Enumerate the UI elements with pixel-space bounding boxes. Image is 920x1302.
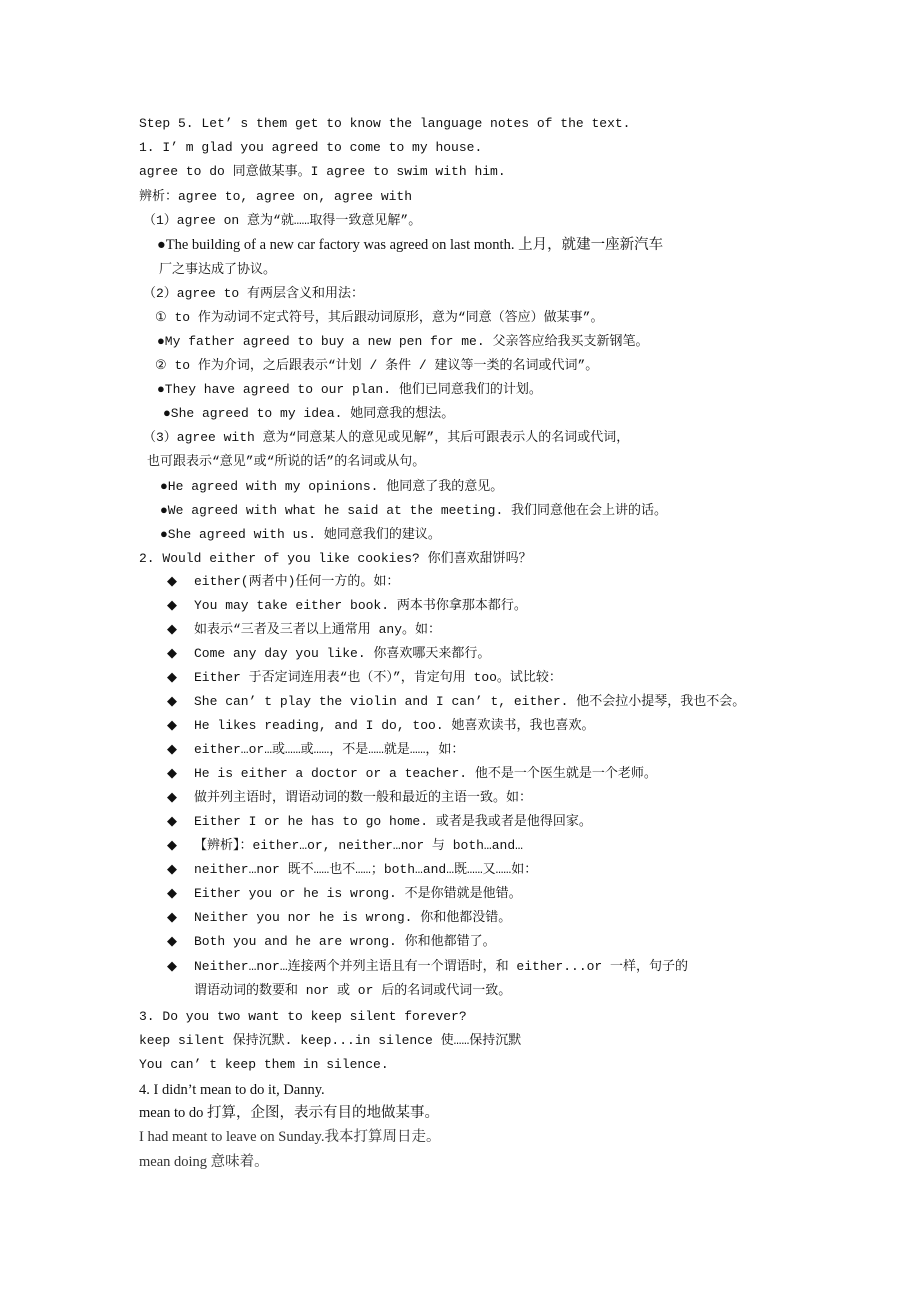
text-line	[167, 738, 464, 762]
text-line	[143, 282, 364, 306]
line-text: He is either a doctor or a teacher. 他不是一个医生就是一个老师。	[194, 766, 657, 781]
text-line	[139, 136, 482, 160]
line-text: ●He agreed with my opinions. 他同意了我的意见。	[160, 479, 504, 494]
text-line	[167, 930, 496, 954]
line-text: 也可跟表示“意见”或“所说的话”的名词或从句。	[147, 454, 426, 469]
text-line	[139, 185, 412, 209]
diamond-bullet-icon: ◆	[167, 622, 177, 637]
text-line	[143, 426, 629, 450]
text-line	[167, 955, 688, 979]
line-text: Either you or he is wrong. 不是你错就是他错。	[194, 886, 522, 901]
diamond-bullet-icon: ◆	[167, 766, 177, 781]
line-text: （1）agree on 意为“就……取得一致意见解”。	[143, 213, 422, 228]
text-line	[139, 160, 506, 184]
diamond-bullet-icon: ◆	[167, 862, 177, 877]
diamond-bullet-icon: ◆	[167, 574, 177, 589]
line-text: ●She agreed with us. 她同意我们的建议。	[160, 527, 441, 542]
text-line	[160, 523, 441, 547]
line-text: 1. I’ m glad you agreed to come to my house.	[139, 140, 483, 155]
text-line	[155, 306, 603, 330]
diamond-bullet-icon: ◆	[167, 790, 177, 805]
text-line	[167, 714, 594, 738]
text-line	[167, 666, 562, 690]
line-text: Step 5. Let’ s them get to know the language notes of the text.	[139, 116, 631, 131]
line-text: agree to do 同意做某事。I agree to swim with him.	[139, 164, 506, 179]
diamond-bullet-icon: ◆	[167, 670, 177, 685]
text-line	[167, 906, 511, 930]
text-line	[167, 858, 537, 882]
text-line	[157, 233, 663, 257]
text-line	[139, 1053, 389, 1077]
text-line	[167, 642, 490, 666]
text-line	[167, 762, 657, 786]
text-line	[143, 209, 421, 233]
line-text: Either 于否定词连用表“也（不）”，肯定句用 too。试比较：	[194, 670, 562, 685]
line-text: ●The building of a new car factory was agreed on last month. 上月，就建一座新汽车	[157, 237, 664, 253]
text-line	[157, 378, 542, 402]
line-text: （2）agree to 有两层含义和用法：	[143, 286, 365, 301]
text-line	[147, 450, 425, 474]
line-text: mean doing 意味着。	[139, 1154, 269, 1170]
line-text: neither…nor 既不……也不……；both…and…既……又……如：	[194, 862, 538, 877]
diamond-bullet-icon: ◆	[167, 910, 177, 925]
line-text: 谓语动词的数要和 nor 或 or 后的名词或代词一致。	[194, 983, 512, 998]
text-line	[160, 475, 503, 499]
diamond-bullet-icon: ◆	[167, 959, 177, 974]
diamond-bullet-icon: ◆	[167, 838, 177, 853]
text-line	[160, 499, 667, 523]
line-text: 辨析：agree to, agree on, agree with	[139, 189, 413, 204]
line-text: ●My father agreed to buy a new pen for me. 父亲答应给我买支新钢笔。	[157, 334, 649, 349]
line-text: ●They have agreed to our plan. 他们已同意我们的计划。	[157, 382, 542, 397]
line-text: She can’ t play the violin and I can’ t, either. 他不会拉小提琴，我也不会。	[194, 694, 746, 709]
line-text: 做并列主语时，谓语动词的数一般和最近的主语一致。如：	[194, 790, 533, 805]
diamond-bullet-icon: ◆	[167, 718, 177, 733]
text-line	[167, 834, 523, 858]
text-line	[139, 1005, 467, 1029]
line-text: ② to 作为介词，之后跟表示“计划 / 条件 / 建议等一类的名词或代词”。	[155, 358, 599, 373]
text-line	[167, 690, 745, 714]
line-text: 3. Do you two want to keep silent forever?	[139, 1009, 467, 1024]
text-line	[167, 618, 441, 642]
diamond-bullet-icon: ◆	[167, 694, 177, 709]
text-line	[139, 1078, 325, 1102]
text-line	[159, 258, 276, 282]
text-line	[157, 330, 648, 354]
line-text: 厂之事达成了协议。	[159, 262, 277, 277]
text-line	[167, 786, 532, 810]
line-text: ●We agreed with what he said at the meeting. 我们同意他在会上讲的话。	[160, 503, 668, 518]
diamond-bullet-icon: ◆	[167, 598, 177, 613]
text-line	[163, 402, 454, 426]
line-text: He likes reading, and I do, too. 她喜欢读书，我也喜欢。	[194, 718, 595, 733]
line-text: （3）agree with 意为“同意某人的意见或见解”，其后可跟表示人的名词或代词，	[143, 430, 630, 445]
line-text: 4. I didn’t mean to do it, Danny.	[139, 1082, 325, 1098]
line-text: Come any day you like. 你喜欢哪天来都行。	[194, 646, 491, 661]
line-text: ① to 作为动词不定式符号，其后跟动词原形，意为“同意（答应）做某事”。	[155, 310, 604, 325]
line-text: 2. Would either of you like cookies? 你们喜欢甜饼吗？	[139, 551, 532, 566]
diamond-bullet-icon: ◆	[167, 886, 177, 901]
line-text: Both you and he are wrong. 你和他都错了。	[194, 934, 496, 949]
line-text: keep silent 保持沉默. keep...in silence 使……保持沉默	[139, 1033, 522, 1048]
text-line	[155, 354, 598, 378]
line-text: Neither…nor…连接两个并列主语且有一个谓语时，和 either...or 一样，句子的	[194, 959, 689, 974]
line-text: mean to do 打算，企图，表示有目的地做某事。	[139, 1105, 440, 1121]
text-line	[139, 1125, 441, 1149]
diamond-bullet-icon: ◆	[167, 814, 177, 829]
text-line	[139, 1029, 521, 1053]
line-text: 如表示“三者及三者以上通常用 any。如：	[194, 622, 442, 637]
line-text: You may take either book. 两本书你拿那本都行。	[194, 598, 527, 613]
text-line	[194, 979, 511, 1003]
diamond-bullet-icon: ◆	[167, 742, 177, 757]
text-line	[139, 1150, 269, 1174]
text-line	[139, 112, 630, 136]
line-text: ●She agreed to my idea. 她同意我的想法。	[163, 406, 455, 421]
diamond-bullet-icon: ◆	[167, 646, 177, 661]
diamond-bullet-icon: ◆	[167, 934, 177, 949]
line-text: Either I or he has to go home. 或者是我或者是他得回家。	[194, 814, 592, 829]
line-text: Neither you nor he is wrong. 你和他都没错。	[194, 910, 512, 925]
text-line	[167, 570, 399, 594]
text-line	[167, 810, 592, 834]
line-text: 【辨析】：either…or, neither…nor 与 both…and…	[194, 838, 523, 853]
text-line	[167, 882, 522, 906]
line-text: I had meant to leave on Sunday.我本打算周日走。	[139, 1129, 441, 1145]
line-text: either…or…或……或……，不是……就是……，如：	[194, 742, 465, 757]
text-line	[139, 547, 532, 571]
line-text: either(两者中)任何一方的。如：	[194, 574, 400, 589]
text-line	[167, 594, 527, 618]
text-line	[139, 1101, 439, 1125]
line-text: You can’ t keep them in silence.	[139, 1057, 389, 1072]
